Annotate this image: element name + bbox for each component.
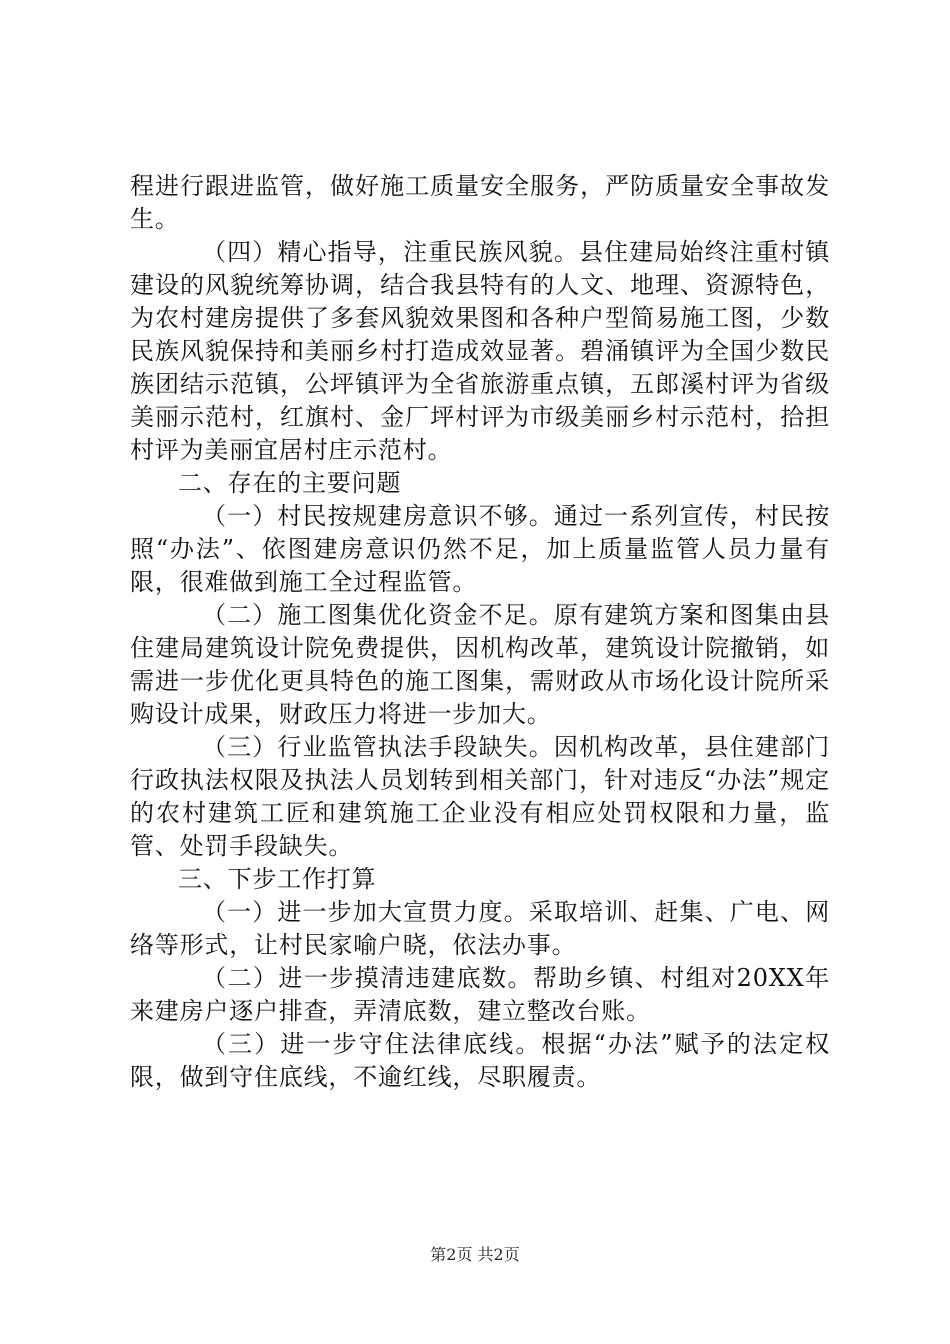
paragraph-section-1-4: （四）精心指导，注重民族风貌。县住建局始终注重村镇建设的风貌统筹协调，结合我县特有的人文、地理、资源特色，为农村建房提供了多套风貌效果图和各种户型简易施工图，少数民族风貌保持和美丽乡村打造成效显著。碧涌镇评为全国少数民族团结示范镇，公坪镇评为全省旅游重点镇，五郎溪村评为省级美丽示范村，红旗村、金厂坪村评为市级美丽乡村示范村，拾担村评为美丽宜居村庄示范村。 [130, 238, 830, 464]
paragraph-section-3-2: （二）进一步摸清违建底数。帮助乡镇、村组对20XX年来建房户逐户排查，弄清底数，建立整改台账。 [130, 964, 830, 1025]
heading-section-2: 二、存在的主要问题 [178, 469, 402, 497]
heading-section-3: 三、下步工作打算 [178, 865, 377, 893]
paragraph-section-2-2: （二）施工图集优化资金不足。原有建筑方案和图集由县住建局建筑设计院免费提供，因机构改革，建筑设计院撤销，如需进一步优化更具特色的施工图集，需财政从市场化设计院所采购设计成果，财政压力将进一步加大。 [130, 601, 830, 728]
page-number-footer: 第2页 共2页 [430, 1245, 520, 1264]
paragraph-continuation: 程进行跟进监管，做好施工质量安全服务，严防质量安全事故发生。 [130, 172, 830, 233]
paragraph-section-2-3: （三）行业监管执法手段缺失。因机构改革，县住建部门行政执法权限及执法人员划转到相关部门，针对违反“办法”规定的农村建筑工匠和建筑施工企业没有相应处罚权限和力量，监管、处罚手段缺失。 [130, 733, 830, 860]
paragraph-section-3-3: （三）进一步守住法律底线。根据“办法”赋予的法定权限，做到守住底线，不逾红线，尽职履责。 [130, 1030, 830, 1091]
document-body [130, 170, 830, 1094]
paragraph-section-2-1: （一）村民按规建房意识不够。通过一系列宣传，村民按照“办法”、依图建房意识仍然不足，加上质量监管人员力量有限，很难做到施工全过程监管。 [130, 502, 830, 596]
paragraph-section-3-1: （一）进一步加大宣贯力度。采取培训、赶集、广电、网络等形式，让村民家喻户晓，依法办事。 [130, 898, 830, 959]
